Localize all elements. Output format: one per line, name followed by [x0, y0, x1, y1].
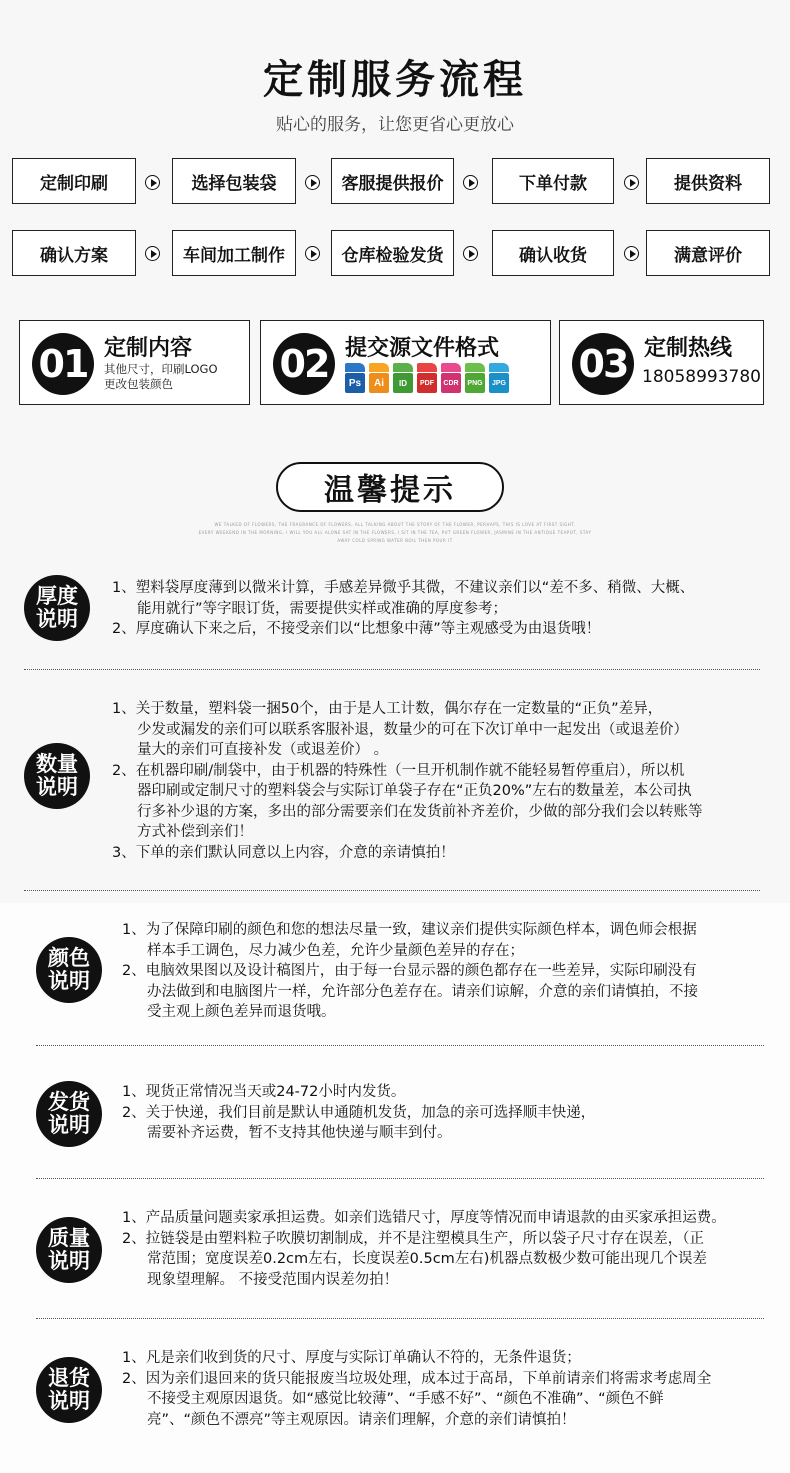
- page-title: 定制服务流程: [263, 57, 527, 103]
- photoshop-file-icon: Ps: [345, 363, 365, 393]
- card-line: 更改包装颜色: [104, 377, 173, 391]
- card-file-formats: [260, 320, 551, 405]
- arrow-right-icon: [463, 175, 478, 190]
- indesign-file-icon: ID: [393, 363, 413, 393]
- step-workshop: 车间加工制作: [172, 230, 296, 276]
- tips-tagline: WE TALKED OF FLOWERS, THE FRAGRANCE OF FLOWERS, ALL TALKING ABOUT THE STORY OF THE FLOWER, PERHAPS, THIS IS LOVE AT FIRST SIGHT.: [214, 522, 576, 527]
- tips-tagline: EVERY WEEKEND IN THE MORNING, I WILL YOU ALL ALONE SAT IN THE FLOWERS, I SIT IN THE TEA, PUT GREEN FLOWER, JASMINE IN THE ANTIQUE TEAPOT, STAY: [198, 530, 592, 535]
- color-note: 1、为了保障印刷的颜色和您的想法尽量一致，建议亲们提供实际颜色样本，调色师会根据 样本手工调色，尽力减少色差，允许少量颜色差异的存在； 2、电脑效果图以及设计稿图片，由于每一台显示器的颜色都存在一些差异，实际印刷没有 办法做到和电脑图片一样，允许部分色差存在。请亲们谅解，介意的亲们请慎拍，不接 受主观上颜色差异而退货哦。: [122, 922, 698, 1020]
- card-title: 提交源文件格式: [345, 336, 500, 361]
- tips-tagline: AWAY COLD SPRING WATER BOIL THEN POUR IT: [337, 538, 453, 543]
- thickness-note: 1、塑料袋厚度薄到以微米计算，手感差异微乎其微，不建议亲们以“差不多、稍微、大概、 能用就行”等字眼订货，需要提供实样或准确的厚度参考； 2、厚度确认下来之后，不接受亲们以“比想象中薄”等主观感受为由退货哦！: [112, 580, 695, 637]
- arrow-right-icon: [145, 246, 160, 261]
- quantity-note: 1、关于数量，塑料袋一捆50个，由于是人工计数，偶尔存在一定数量的“正负”差异， 少发或漏发的亲们可以联系客服补退，数量少的可在下次订单中一起发出（或退差价） 量大的亲们可直接补发（或退差价） 。 2、在机器印刷/制袋中，由于机器的特殊性（一旦开机制作就不能轻易暂停重启），所以机 器印刷或定制尺寸的塑料袋会与实际订单袋子存在“正负20%”左右的数量差，本公司执 行多补少退的方案，多出的部分需要亲们在发货前补齐差价，少做的部分我们会以转账等 方式补偿到亲们！ 3、下单的亲们默认同意以上内容，介意的亲请慎拍！: [112, 701, 703, 861]
- divider: [24, 669, 760, 670]
- shipping-badge: 发货 说明: [36, 1081, 102, 1147]
- card-number: 01: [32, 333, 94, 395]
- illustrator-file-icon: Ai: [369, 363, 389, 393]
- pdf-file-icon: PDF: [417, 363, 437, 393]
- arrow-right-icon: [145, 175, 160, 190]
- thickness-badge: 厚度 说明: [24, 575, 90, 641]
- jpg-file-icon: JPG: [489, 363, 509, 393]
- card-custom-content: [19, 320, 250, 405]
- quality-badge: 质量 说明: [36, 1217, 102, 1283]
- quality-note: 1、产品质量问题卖家承担运费。如亲们选错尺寸，厚度等情况而申请退款的由买家承担运费。 2、拉链袋是由塑料粒子吹膜切割制成，并不是注塑模具生产，所以袋子尺寸存在误差，（正 常范围；宽度误差0.2cm左右，长度误差0.5cm左右)机器点数极少数可能出现几个误差 现象望理解。 不接受范围内误差勿拍！: [122, 1210, 726, 1288]
- page-subtitle: 贴心的服务，让您更省心更放心: [276, 115, 514, 135]
- divider: [36, 1045, 764, 1046]
- png-file-icon: PNG: [465, 363, 485, 393]
- arrow-right-icon: [305, 175, 320, 190]
- card-description: [104, 362, 218, 392]
- step-provide-materials: 提供资料: [646, 158, 770, 204]
- card-number: 02: [273, 333, 335, 395]
- arrow-right-icon: [624, 246, 639, 261]
- divider: [36, 1318, 764, 1319]
- arrow-right-icon: [305, 246, 320, 261]
- hotline-phone: 18058993780: [642, 367, 761, 387]
- arrow-right-icon: [463, 246, 478, 261]
- step-inspect-ship: 仓库检验发货: [331, 230, 454, 276]
- card-title: 定制热线: [644, 336, 733, 361]
- quantity-badge: 数量 说明: [24, 743, 90, 809]
- shipping-note: 1、现货正常情况当天或24-72小时内发货。 2、关于快递，我们目前是默认申通随机发货，加急的亲可选择顺丰快递， 需要补齐运费，暂不支持其他快递与顺丰到付。: [122, 1084, 596, 1141]
- returns-note: 1、凡是亲们收到货的尺寸、厚度与实际订单确认不符的，无条件退货； 2、因为亲们退回来的货只能报废当垃圾处理，成本过于高昂，下单前请亲们将需求考虑周全 不接受主观原因退货。如“感觉比较薄”、“手感不好”、“颜色不准确”、“颜色不鲜 亮”、“颜色不漂亮”等主观原因。请亲们理解，介意的亲们请慎拍！: [122, 1350, 712, 1428]
- card-number: 03: [572, 333, 634, 395]
- divider: [24, 890, 760, 891]
- step-review: 满意评价: [646, 230, 770, 276]
- card-line: 其他尺寸，印刷LOGO: [104, 362, 218, 376]
- file-format-icons: [345, 363, 509, 393]
- step-quote: 客服提供报价: [331, 158, 454, 204]
- cdr-file-icon: CDR: [441, 363, 461, 393]
- step-confirm-plan: 确认方案: [12, 230, 136, 276]
- step-confirm-receipt: 确认收货: [492, 230, 614, 276]
- color-badge: 颜色 说明: [36, 937, 102, 1003]
- card-title: 定制内容: [104, 336, 193, 361]
- step-payment: 下单付款: [492, 158, 614, 204]
- divider: [36, 1178, 764, 1179]
- step-custom-print: 定制印刷: [12, 158, 136, 204]
- tips-title: 温馨提示: [276, 462, 504, 512]
- arrow-right-icon: [624, 175, 639, 190]
- returns-badge: 退货 说明: [36, 1357, 102, 1423]
- step-choose-bag: 选择包装袋: [172, 158, 296, 204]
- card-hotline: [559, 320, 764, 405]
